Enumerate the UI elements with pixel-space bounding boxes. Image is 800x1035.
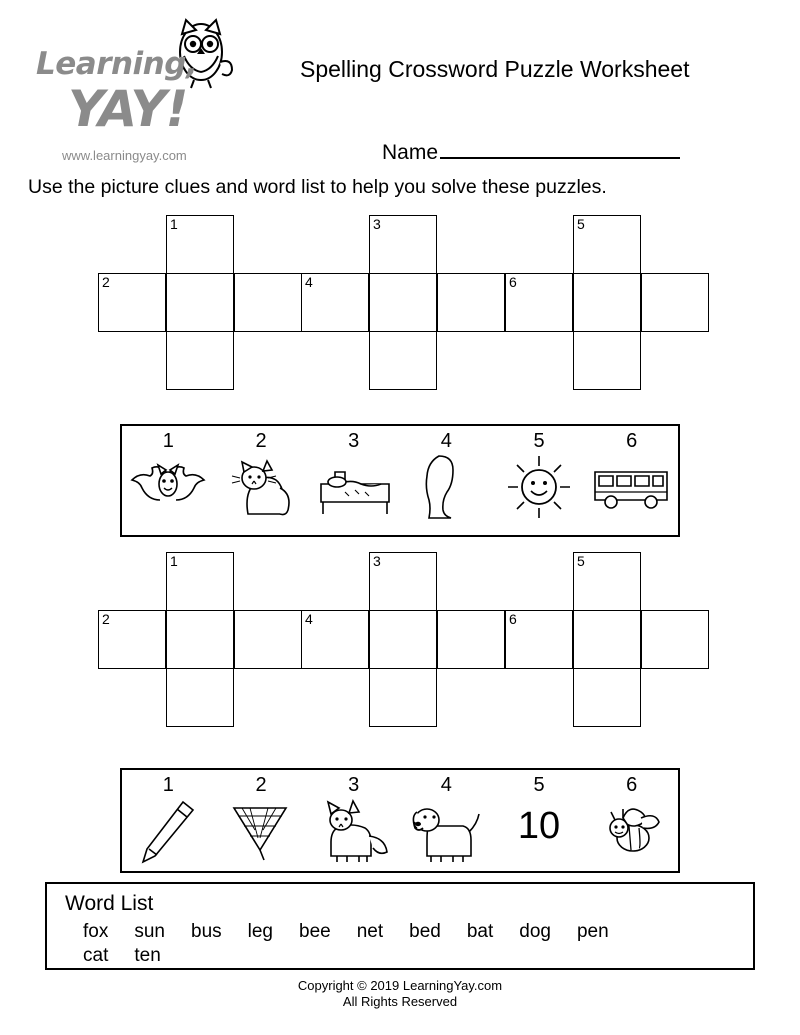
crossword-cell[interactable]: [505, 273, 573, 332]
crossword-cell[interactable]: [369, 215, 437, 274]
crossword-cell[interactable]: [641, 273, 709, 332]
bed-icon: [311, 454, 397, 520]
net-icon: [218, 798, 304, 864]
picture-clue-number: 1: [162, 430, 174, 452]
cat-icon: [218, 454, 304, 520]
crossword-cell[interactable]: [166, 668, 234, 727]
word-list-item: net: [356, 921, 384, 942]
logo-text-learning: Learning,: [36, 46, 198, 82]
word-list-words: [83, 920, 737, 968]
crossword-grid-6: [503, 552, 713, 737]
word-list-item: bus: [191, 921, 222, 942]
clue-number: 1: [170, 216, 178, 232]
word-list-item: bed: [409, 921, 441, 942]
pen-icon: [125, 798, 211, 864]
name-field-label: [382, 140, 680, 165]
ten-number: 10: [517, 805, 561, 847]
picture-clue-strip-1: [120, 424, 680, 537]
dog-icon: [403, 798, 489, 864]
crossword-grids-top: [0, 215, 800, 405]
crossword-grid-3: [503, 215, 713, 400]
picture-clue: [122, 770, 215, 871]
crossword-grids-bottom: [0, 552, 800, 742]
word-list-item: fox: [83, 921, 109, 942]
leg-icon: [403, 454, 489, 520]
crossword-cell[interactable]: [437, 610, 505, 669]
crossword-cell[interactable]: [98, 610, 166, 669]
picture-clue: [400, 770, 493, 871]
picture-clue-strip-2: [120, 768, 680, 873]
picture-clue: [585, 770, 678, 871]
crossword-cell[interactable]: [234, 273, 302, 332]
crossword-cell[interactable]: [641, 610, 709, 669]
crossword-cell[interactable]: [301, 273, 369, 332]
word-list-item: bee: [299, 921, 331, 942]
word-list-item: bat: [466, 921, 494, 942]
name-input-line[interactable]: [440, 140, 680, 159]
crossword-cell[interactable]: [369, 668, 437, 727]
clue-number: 4: [305, 274, 313, 290]
word-list-item: dog: [519, 921, 551, 942]
picture-clue-number: 1: [162, 774, 174, 796]
picture-clue: [215, 426, 308, 535]
crossword-grid-2: [299, 215, 509, 400]
picture-clue-number: 6: [626, 430, 638, 452]
word-list: [45, 882, 755, 970]
crossword-cell[interactable]: [437, 273, 505, 332]
bat-icon: [125, 454, 211, 520]
crossword-cell[interactable]: [573, 273, 641, 332]
picture-clue-number: 4: [440, 774, 452, 796]
crossword-cell[interactable]: [98, 273, 166, 332]
word-list-item: leg: [247, 921, 273, 942]
clue-number: 3: [373, 553, 381, 569]
fox-icon: [311, 798, 397, 864]
picture-clue: [400, 426, 493, 535]
crossword-cell[interactable]: [369, 273, 437, 332]
crossword-cell[interactable]: [166, 273, 234, 332]
crossword-cell[interactable]: [301, 610, 369, 669]
clue-number: 6: [509, 611, 517, 627]
crossword-cell[interactable]: [573, 331, 641, 390]
clue-number: 1: [170, 553, 178, 569]
picture-clue-number: 3: [348, 430, 360, 452]
word-list-item: pen: [576, 921, 609, 942]
picture-clue-number: 2: [255, 430, 267, 452]
clue-number: 4: [305, 611, 313, 627]
picture-clue-number: 4: [440, 430, 452, 452]
crossword-cell[interactable]: [166, 331, 234, 390]
crossword-cell[interactable]: [369, 552, 437, 611]
crossword-cell[interactable]: [369, 610, 437, 669]
crossword-cell[interactable]: [573, 552, 641, 611]
picture-clue: [307, 426, 400, 535]
picture-clue: [585, 426, 678, 535]
crossword-cell[interactable]: [234, 610, 302, 669]
crossword-cell[interactable]: [166, 552, 234, 611]
word-list-item: cat: [83, 945, 109, 966]
page-header: [0, 0, 800, 198]
crossword-cell[interactable]: [573, 610, 641, 669]
picture-clue: [307, 770, 400, 871]
crossword-cell[interactable]: [505, 610, 573, 669]
crossword-grid-1: [96, 215, 306, 400]
crossword-cell[interactable]: [573, 215, 641, 274]
bee-icon: [589, 798, 675, 864]
crossword-cell[interactable]: [166, 610, 234, 669]
word-list-item: ten: [134, 945, 161, 966]
clue-number: 2: [102, 611, 110, 627]
instructions: Use the picture clues and word list to help you solve these puzzles.: [28, 176, 607, 198]
crossword-grid-5: [299, 552, 509, 737]
sun-icon: [496, 454, 582, 520]
clue-number: 2: [102, 274, 110, 290]
page-title: Spelling Crossword Puzzle Worksheet: [300, 56, 690, 82]
word-list-item: sun: [134, 921, 165, 942]
clue-number: 5: [577, 216, 585, 232]
page-footer: [0, 978, 800, 1010]
clue-number: 5: [577, 553, 585, 569]
picture-clue-number: 5: [533, 430, 545, 452]
picture-clue: [215, 770, 308, 871]
picture-clue-number: 6: [626, 774, 638, 796]
crossword-cell[interactable]: [166, 215, 234, 274]
picture-clue-number: 5: [533, 774, 545, 796]
picture-clue: [493, 770, 586, 871]
name-label: Name: [382, 141, 439, 164]
picture-clue-number: 2: [255, 774, 267, 796]
clue-number: 3: [373, 216, 381, 232]
picture-clue-number: 3: [348, 774, 360, 796]
picture-clue: [122, 426, 215, 535]
logo: [28, 10, 278, 165]
logo-url: www.learningyay.com: [62, 148, 187, 163]
clue-number: 6: [509, 274, 517, 290]
copyright-text: Copyright © 2019 LearningYay.com: [297, 978, 503, 993]
crossword-grid-4: [96, 552, 306, 737]
bus-icon: [589, 454, 675, 520]
word-list-title: Word List: [65, 892, 154, 915]
rights-text: All Rights Reserved: [342, 994, 458, 1009]
logo-text-yay: YAY!: [68, 80, 188, 138]
crossword-cell[interactable]: [573, 668, 641, 727]
crossword-cell[interactable]: [369, 331, 437, 390]
picture-clue: [493, 426, 586, 535]
